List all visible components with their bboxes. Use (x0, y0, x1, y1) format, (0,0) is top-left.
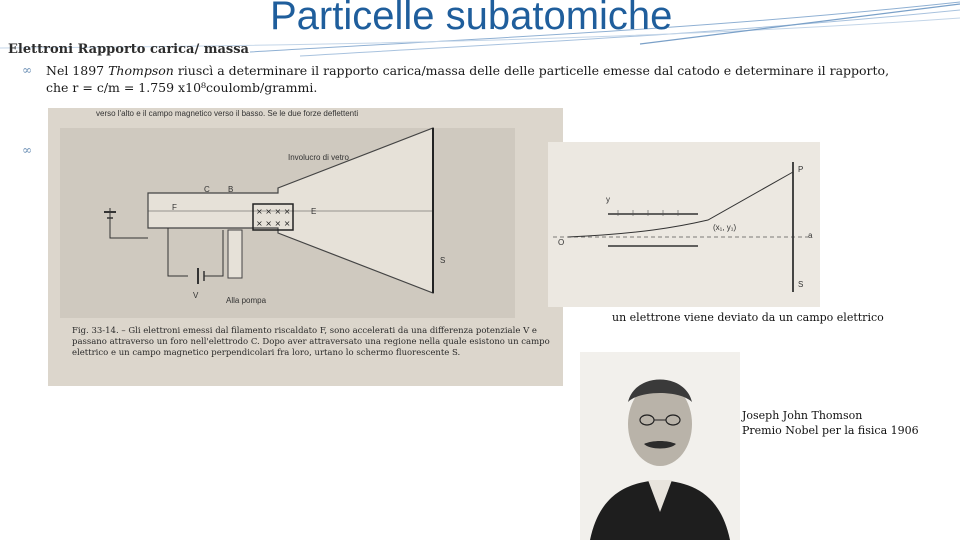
fig2-label-xy: (x₁, y₁) (713, 223, 737, 232)
svg-text:× × × ×: × × × × (256, 219, 291, 228)
fig1-label-C: C (204, 185, 210, 194)
bullet-icon: ∞ (22, 63, 32, 77)
portrait-caption (742, 408, 919, 438)
fig1-label-E: E (311, 207, 317, 216)
electron-deflection-figure (548, 142, 820, 307)
fig2-label-a: a (808, 231, 813, 240)
deflection-diagram (548, 142, 820, 307)
fig1-label-F: F (172, 203, 177, 212)
fig1-label-V: V (193, 291, 199, 300)
fig1-label-S: S (440, 256, 446, 265)
bullet-text-pre: Nel 1897 (46, 63, 109, 78)
fig1-caption: Fig. 33-14. – Gli elettroni emessi dal filamento riscaldato F, sono accelerati da una differenza potenziale V e passano attraverso un foro nell'elettrodo C. Dopo aver attraversato una regione nella quale esistono un campo elettrico e un campo magnetico perpendicolari fra loro, urtano lo schermo fluorescente S. (72, 326, 550, 358)
fig1-label-B: B (228, 185, 234, 194)
bullet-text-line2: che r = c/m = 1.759 x10⁸coulomb/grammi. (46, 80, 318, 95)
bullet-text-thompson: Thompson (108, 63, 174, 78)
fig2-label-P: P (798, 165, 804, 174)
fig2-label-O: O (558, 238, 565, 247)
fig1-top-text: verso l'alto e il campo magnetico verso il basso. Se le due forze deflettenti (96, 109, 359, 118)
fig1-label-pompa: Alla pompa (226, 296, 267, 305)
bullet-thompson (22, 62, 952, 96)
slide-subtitle: Elettroni Rapporto carica/ massa (8, 42, 249, 57)
portrait-illustration (580, 352, 740, 540)
fig2-caption: un elettrone viene deviato da un campo elettrico (612, 311, 884, 324)
bullet-icon: ∞ (22, 143, 32, 157)
slide-title: Particelle subatomiche (270, 0, 673, 38)
svg-text:× × × ×: × × × × (256, 207, 291, 216)
thomson-portrait (580, 352, 740, 540)
fig1-label-involucro: Involucro di vetro (288, 153, 349, 162)
bullet-text-post: riuscì a determinare il rapporto carica/massa delle delle particelle emesse dal catodo e determinare il rapporto, (173, 63, 890, 78)
fig2-label-S: S (798, 280, 804, 289)
bullet-text-line1 (22, 62, 952, 79)
portrait-caption-prize: Premio Nobel per la fisica 1906 (742, 424, 919, 437)
crt-apparatus-figure (48, 108, 563, 386)
fig2-label-y: y (606, 195, 610, 204)
portrait-caption-name: Joseph John Thomson (742, 409, 863, 422)
